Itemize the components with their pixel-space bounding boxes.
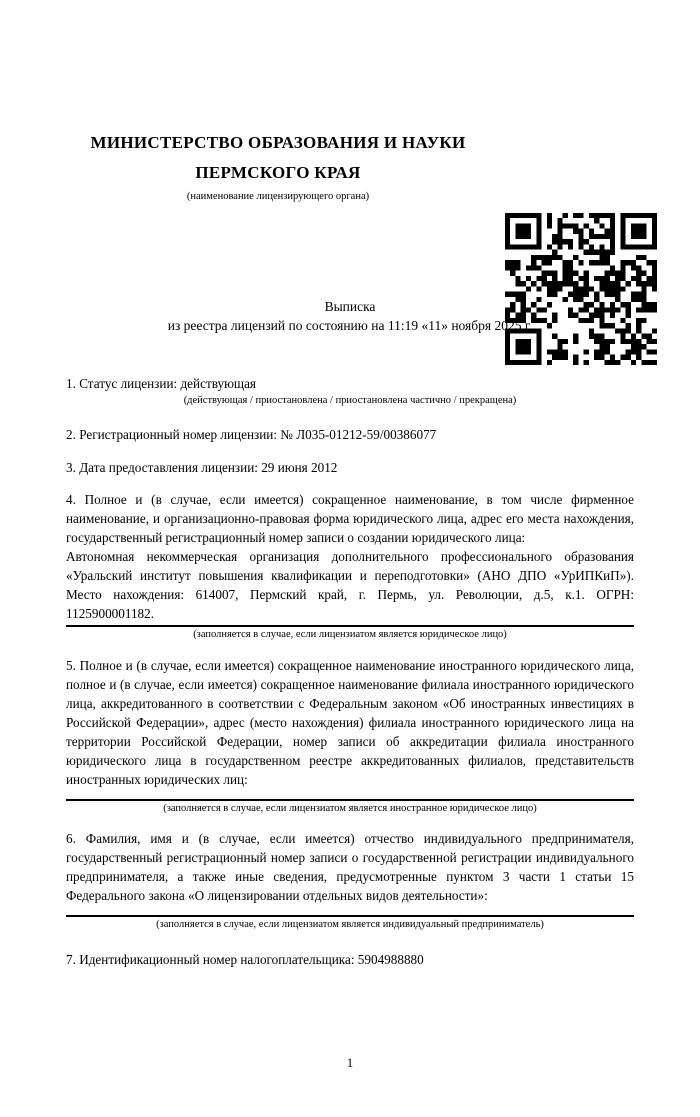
document-title [66, 297, 634, 335]
item-license-grant-date [66, 458, 634, 477]
foreign-entity-info-label: 5. Полное и (в случае, если имеется) сокращенное наименование иностранного юридического лица, полное и (в случае, если имеется) сокращенное наименование филиала иностранного юридического лица, аккредитованного в соответствии с Федеральным законом «Об иностранных инвестициях в Российской Федерации», адрес (место нахождения) филиала иностранного юридического лица на территории Российской Федерации, номер записи об аккредитации филиала иностранного юридического лица в государственном реестре аккредитованных филиалов, представительств иностранных юридических лиц: [66, 658, 634, 787]
page-number: 1 [346, 1056, 354, 1070]
license-extract-page [0, 128, 700, 969]
registration-number-text: 2. Регистрационный номер лицензии: № Л035-01212-59/00386077 [66, 427, 437, 442]
item-foreign-entity-info [66, 656, 634, 816]
license-status-options-caption: (действующая / приостановлена / приостановлена частично / прекращена) [183, 395, 517, 406]
individual-entrepreneur-caption: (заполняется в случае, если лицензиатом является индивидуальный предприниматель) [156, 919, 544, 930]
item-registration-number [66, 425, 634, 444]
document-title-line1: Выписка [324, 299, 376, 314]
item-taxpayer-id [66, 950, 634, 969]
foreign-entity-caption: (заполняется в случае, если лицензиатом является иностранное юридическое лицо) [163, 803, 537, 814]
legal-entity-info-label: 4. Полное и (в случае, если имеется) сокращенное наименование, в том числе фирменное наименование, и организационно-правовая форма юридического лица, адрес его места нахождения, государственный регистрационный номер записи о создании юридического лица: [66, 492, 634, 545]
fill-line-legal-entity [66, 625, 634, 627]
document-title-line2: из реестра лицензий по состоянию на 11:19 «11» ноября 2025 г. [167, 318, 533, 333]
individual-entrepreneur-info-label: 6. Фамилия, имя и (в случае, если имеется) отчество индивидуального предпринимателя, государственный регистрационный номер записи о государственной регистрации индивидуального предпринимателя, а также иные сведения, предусмотренные пунктом 3 части 1 статьи 15 Федерального закона «О лицензировании отдельных видов деятельности»: [66, 831, 634, 903]
licensing-authority-caption: (наименование лицензирующего органа) [186, 191, 370, 202]
item-license-status [66, 374, 634, 408]
fill-line-foreign-entity [66, 799, 634, 801]
license-grant-date-text: 3. Дата предоставления лицензии: 29 июня 2012 [66, 460, 338, 475]
legal-entity-info-value: Автономная некоммерческая организация дополнительного профессионального образования «Уральский институт повышения квалификации и переподготовки» (АНО ДПО «УрИПКиП»). Место нахождения: 614007, Пермский край, г. Пермь, ул. Революции, д.5, к.1. ОГРН: 1125900001182. [66, 549, 634, 621]
ministry-name-line1: МИНИСТЕРСТВО ОБРАЗОВАНИЯ И НАУКИ [90, 133, 466, 152]
fill-line-individual-entrepreneur [66, 915, 634, 917]
taxpayer-id-text: 7. Идентификационный номер налогоплательщика: 5904988880 [66, 952, 424, 967]
item-individual-entrepreneur-info [66, 829, 634, 932]
item-legal-entity-info [66, 490, 634, 642]
ministry-name-line2: ПЕРМСКОГО КРАЯ [195, 163, 361, 182]
legal-entity-caption: (заполняется в случае, если лицензиатом является юридическое лицо) [193, 629, 507, 640]
licensing-authority-header [66, 128, 490, 202]
license-status-text: 1. Статус лицензии: действующая [66, 376, 257, 391]
